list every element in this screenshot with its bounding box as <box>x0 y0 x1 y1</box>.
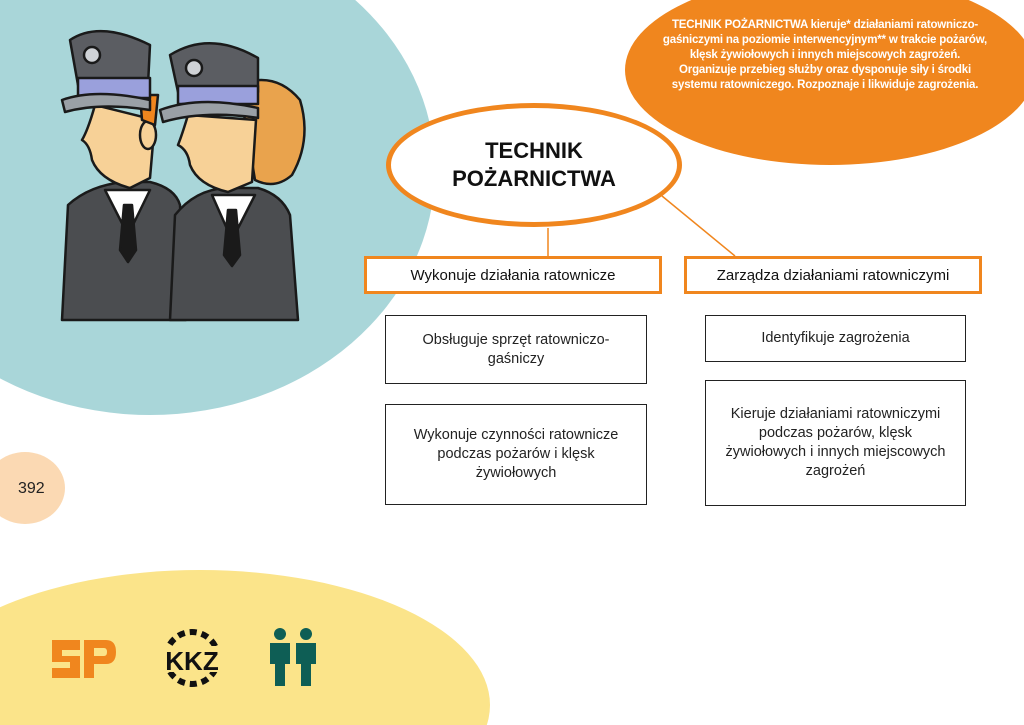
task-box: Wykonuje czynności ratownicze podczas pożarów i klęsk żywiołowych <box>385 404 647 505</box>
diagram-title: TECHNIK POŻARNICTWA <box>452 138 616 191</box>
role-description: TECHNIK POŻARNICTWA kieruje* działaniami ratowniczo-gaśniczymi na poziomie interwencyjnym** w trakcie pożarów, klęsk żywiołowych i innych miejscowych zagrożeń. Organizuje przebieg służby oraz dysponuje siły i środki systemu ratowniczego. Rozpoznaje i likwiduje zagrożenia. <box>662 19 988 91</box>
branch-left-header: Wykonuje działania ratownicze <box>364 256 662 294</box>
title-oval <box>386 103 682 227</box>
connector-right <box>662 196 735 256</box>
task-box: Identyfikuje zagrożenia <box>705 315 966 362</box>
branch-right-header: Zarządza działaniami ratowniczymi <box>684 256 982 294</box>
page-number: 392 <box>18 480 45 497</box>
svg-text:KKZ: KKZ <box>165 646 219 676</box>
task-box: Obsługuje sprzęt ratowniczo-gaśniczy <box>385 315 647 384</box>
task-box: Kieruje działaniami ratowniczymi podczas pożarów, klęsk żywiołowych i innych miejscowych zagrożeń <box>705 380 966 506</box>
